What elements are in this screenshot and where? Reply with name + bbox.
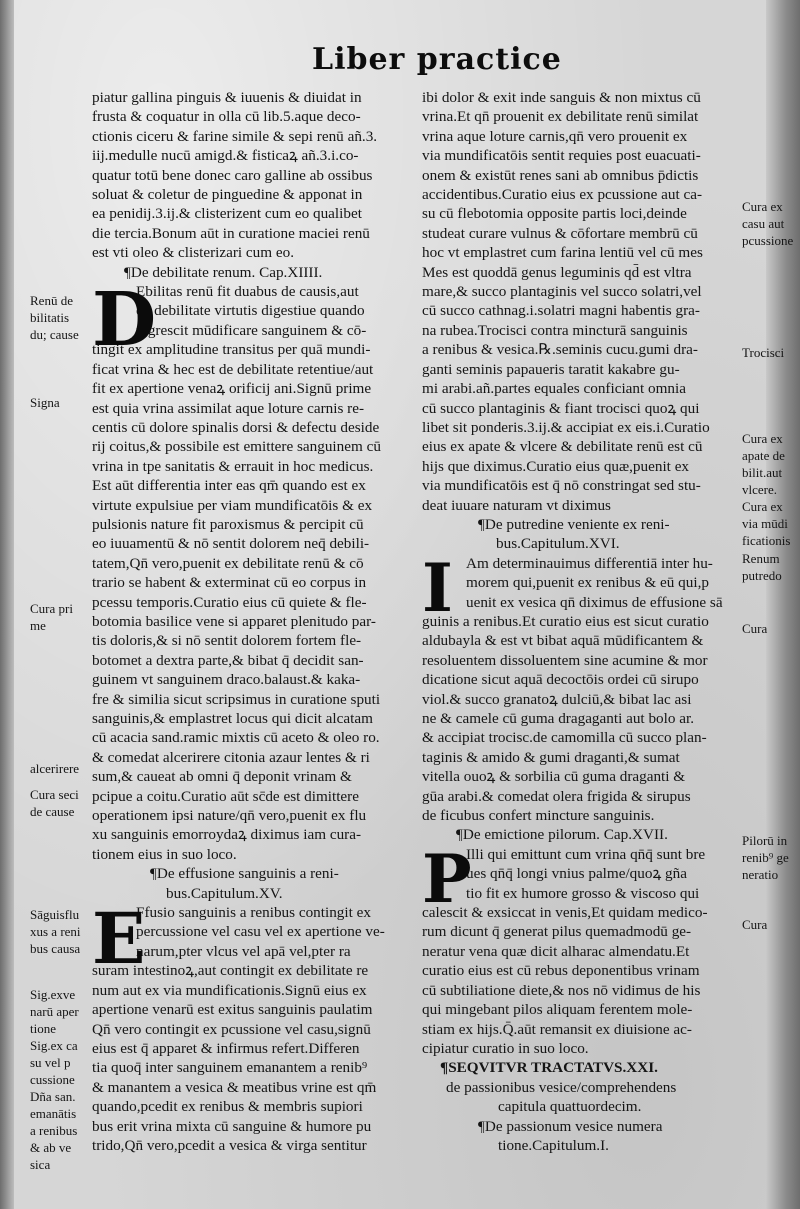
- margin-note-line: Cura seci: [30, 787, 79, 802]
- text-line: percussione vel casu vel ex apertione ve-: [136, 923, 385, 941]
- page-edge-shadow: [766, 0, 800, 1209]
- chapter-14-initial: D: [92, 277, 157, 364]
- margin-note-line: via mūdi: [742, 516, 788, 531]
- text-line: & accipiat trocisc.de camomilla cū succo plan-: [422, 729, 707, 747]
- text-line: qui mingebant pilos aliquam ferentem mole-: [422, 1001, 693, 1019]
- text-line: taginis & amido & gumi draganti,& sumat: [422, 748, 680, 766]
- text-line: de ficubus confert mincture sanguinis.: [422, 807, 655, 825]
- text-line: suram intestinoꝝ,aut contingit ex debilitate re: [92, 962, 369, 980]
- text-line: die tercia.Bonum aūt in curatione maciei renū: [92, 224, 370, 242]
- text-line: trario se habent & exterminat cū eo corpus in: [92, 574, 367, 592]
- text-line: bus erit vrina mixta cū sanguine & humore pu: [92, 1117, 372, 1135]
- text-line: fre & similia sicut scripsimus in curatione sputi: [92, 690, 381, 708]
- text-line: morem qui,puenit ex renibus & eū qui,p: [466, 574, 709, 592]
- margin-note-line: su vel p: [30, 1055, 71, 1070]
- margin-note-line: renib⁹ ge: [742, 850, 789, 865]
- text-line: botomia basilice vene si apparet plenitudo par-: [92, 612, 376, 630]
- margin-note-line: bilitatis: [30, 310, 69, 325]
- left-text-column: [92, 88, 412, 1155]
- text-line: fit ex apertione venaꝝ orificij ani.Signū prime: [92, 380, 372, 398]
- text-line: ganti seminis papaueris taratit kakabre gu-: [422, 360, 680, 378]
- text-line: hoc vt emplastret cum farina lentiū vel cū mes: [422, 244, 703, 262]
- text-line: eo iuuamentū & nō sentit dolorem neq̄ debili-: [92, 535, 370, 553]
- margin-note-line: pcussione: [742, 233, 794, 248]
- margin-note-line: Cura ex: [742, 499, 783, 514]
- text-line: tingit ex amplitudine transitus per quā mundi-: [92, 341, 371, 359]
- chapter-15-heading-line-1: ¶De effusione sanguinis a reni-: [150, 865, 339, 883]
- margin-note-trocisci: [742, 344, 796, 361]
- text-line: Mes est quoddā genus leguminis qd̄ est vltra: [422, 263, 692, 281]
- text-line: cū acacia sand.ramic mixtis cū aceto & oleo ro.: [92, 729, 380, 747]
- text-line: ficat vrina & hec est de debilitate retentiue/aut: [92, 360, 374, 378]
- text-line: ues qn̄q̄ longi vnius palme/quoꝝ gña: [466, 865, 687, 883]
- margin-note-cure-from-fall: [742, 198, 796, 249]
- text-line: Illi qui emittunt cum vrina qn̄q̄ sunt bre: [466, 845, 706, 863]
- text-line: rum dicunt q̄ generat pilus quemadmodū ge-: [422, 923, 692, 941]
- margin-note-line: de cause: [30, 804, 75, 819]
- margin-note-signs-of-opening: [30, 986, 92, 1173]
- text-line: a renibus & vesica.℞.seminis cucu.gumi dra-: [422, 341, 698, 359]
- text-line: neratur vena quæ dicit alharac almendatu.Et: [422, 942, 690, 960]
- text-line: tia quoq̄ inter sanguinem emanantem a renib⁹: [92, 1059, 368, 1077]
- text-line: vrina aque loture carnis,qn̄ vero prouenit ex: [422, 127, 688, 145]
- margin-note-signs: [30, 394, 92, 411]
- text-line: sanguinis,& emplastret locus qui dicit alcatam: [92, 710, 373, 727]
- text-line: & manantem a vesica & meatibus vrine est qm̄: [92, 1078, 377, 1096]
- text-line: xu sanguinis emorroydaꝝ diximus iam cura-: [92, 826, 362, 844]
- text-line: virtute expulsiue per viam mundificatōis & ex: [92, 496, 373, 514]
- margin-note-line: Cura ex: [742, 199, 783, 214]
- text-line: stiam ex hijs.Q̄.aūt remansit ex diuisione ac-: [422, 1020, 692, 1038]
- text-line: botomet a dextra parte,& bibat q̄ decidit san-: [92, 651, 364, 669]
- chapter-16-indented-lines: [422, 554, 740, 612]
- text-line: libet sit ponderis.3.ij.& accipiat ex eis.i.Curatio: [422, 418, 710, 436]
- text-line: trido,Qn̄ vero,pcedit a vesica & virga sentitur: [92, 1136, 367, 1154]
- text-line: dicatione sicut aquā decoctōis ordei cū sirupo: [422, 671, 699, 689]
- text-line: quatur totū bene donec caro galline ab ossibus: [92, 166, 373, 184]
- treatise-21-subtitle-line-2: capitula quattuordecim.: [498, 1098, 642, 1116]
- text-line: soluat & coletur de pinguedine & apponat in: [92, 186, 363, 204]
- text-line: vrina.Et qn̄ prouenit ex debilitate renū similat: [422, 108, 699, 126]
- text-line: cipiatur curatio in suo loco.: [422, 1039, 589, 1057]
- margin-note-line: me: [30, 618, 46, 633]
- text-line: quando,pcedit ex renibus & membris supiori: [92, 1098, 363, 1116]
- margin-note-line: narū aper: [30, 1004, 79, 1019]
- text-line: gūa arabi.& comedat olera frigida & sirupus: [422, 787, 691, 805]
- margin-note-line: sica: [30, 1157, 51, 1172]
- chapter-14-body: [92, 340, 412, 864]
- margin-note-line: Cura: [742, 917, 768, 932]
- text-line: ibi dolor & exit inde sanguis & non mixtus cū: [422, 89, 701, 106]
- text-line: pcessu temporis.Curatio eius cū quiete & fle-: [92, 593, 367, 611]
- text-line: aldubayla & est vt bibat aquā mūdificantem &: [422, 632, 704, 650]
- margin-note-line: Sig.exve: [30, 987, 76, 1002]
- margin-note-line: vlcere.: [742, 482, 778, 497]
- chapter-17-body: [422, 903, 740, 1058]
- margin-note-line: apate de: [742, 448, 785, 463]
- margin-note-line: emanātis: [30, 1106, 77, 1121]
- text-line: resoluentem dissoluentem sine acumine & mor: [422, 651, 708, 669]
- text-line: piatur gallina pinguis & iuuenis & diuidat in: [92, 89, 362, 106]
- margin-note-line: Pilorū in: [742, 833, 788, 848]
- text-line: Qn̄ vero contingit ex pcussione vel casu,signū: [92, 1020, 371, 1038]
- margin-note-line: Sāguisflu: [30, 907, 80, 922]
- right-text-column: [422, 88, 740, 1155]
- margin-note-line: alcerirere: [30, 761, 80, 776]
- text-line: ctionis ciceru & farine simile & sepi renū añ.3.: [92, 127, 378, 145]
- margin-note-line: putredo: [742, 568, 782, 583]
- treatise-21-subtitle-line-1: de passionibus vesice/comprehendens: [446, 1078, 677, 1096]
- text-line: narum,pter vlcus vel apā vel,pter ra: [136, 942, 351, 960]
- chapter-16-heading-line-2: bus.Capitulum.XVI.: [496, 535, 620, 553]
- chapter-15-initial: E: [92, 897, 146, 981]
- text-line: Ebilitas renū fit duabus de causis,aut: [136, 283, 359, 301]
- right-top-lines: [422, 88, 740, 515]
- chapter-17-heading: ¶De emictione pilorum. Cap.XVII.: [456, 826, 668, 844]
- margin-note-line: Renū de: [30, 293, 73, 308]
- margin-note-line: a renibus: [30, 1123, 78, 1138]
- margin-note-cure-16: [742, 620, 796, 637]
- margin-note-line: & ab ve: [30, 1140, 72, 1155]
- text-line: ea penidij.3.ij.& clisterizent cum eo qualibet: [92, 205, 362, 223]
- chapter-17-initial: P: [422, 839, 472, 918]
- text-line: guinem vt sanguinem draco.balaust.& kaka-: [92, 671, 361, 689]
- margin-note-blood-flux-causes: [30, 906, 92, 957]
- text-line: accidentibus.Curatio eius ex pcussione aut ca-: [422, 186, 703, 204]
- margin-note-line: Dña san.: [30, 1089, 76, 1104]
- margin-note-alcerirere: [30, 760, 92, 777]
- margin-note-line: casu aut: [742, 216, 785, 231]
- text-line: onem & existūt renes sani ab omnibus p̄dictis: [422, 166, 699, 184]
- margin-note-line: Sig.ex ca: [30, 1038, 78, 1053]
- margin-note-line: Trocisci: [742, 345, 785, 360]
- text-line: ne & camele cū guma dragaganti aut bolo ar.: [422, 710, 695, 727]
- margin-note-line: Cura pri: [30, 601, 73, 616]
- chapter-16-heading-line-1: ¶De putredine veniente ex reni-: [478, 515, 670, 533]
- text-line: tio fit ex humore grosso & viscoso qui: [466, 884, 700, 902]
- text-line: cū subtiliatione diete,& nos nō vidimus de his: [422, 981, 701, 999]
- text-line: mare,& succo plantaginis vel succo solatri,vel: [422, 283, 702, 301]
- page-gutter-shadow: [0, 0, 14, 1209]
- text-line: tis doloris,& si nō sentit dolorem fortem fle-: [92, 632, 362, 650]
- text-line: pcipue a coitu.Curatio aūt sc̄de est dimittere: [92, 787, 359, 805]
- margin-note-line: Cura ex: [742, 431, 783, 446]
- text-line: Ffusio sanguinis a renibus contingit ex: [136, 904, 371, 922]
- text-line: guinis a renibus.Et curatio eius est sicut curatio: [422, 612, 709, 630]
- text-line: hijs que diximus.Curatio eius quæ,puenit ex: [422, 457, 690, 475]
- text-line: est quia vrina assimilat aque loture carnis re-: [92, 399, 365, 417]
- margin-note-line: Signa: [30, 395, 60, 410]
- margin-note-kidney-weakness-causes: [30, 292, 92, 343]
- margin-note-second-cure: [30, 786, 92, 820]
- text-line: curatio eius est cū rebus deponentibus vrinam: [422, 962, 700, 980]
- chapter-15-body: [92, 961, 412, 1155]
- left-top-lines: [92, 88, 412, 263]
- text-line: rij coitus,& possibile est emittere sanguinem cū: [92, 438, 381, 456]
- running-head: Liber practice: [312, 42, 562, 77]
- text-line: cū succo cathnag.i.solatri magni habentis gra-: [422, 302, 700, 320]
- text-line: mi arabi.añ.partes equales conficiant omnia: [422, 380, 686, 398]
- text-line: iij.medulle nucū amigd.& fisticaꝝ añ.3.i.co-: [92, 147, 359, 165]
- margin-note-line: du; cause: [30, 327, 79, 342]
- text-line: num aut ex via mundificationis.Signū eius ex: [92, 981, 367, 999]
- margin-note-cure-17: [742, 916, 796, 933]
- text-line: na rubea.Trocisci contra mincturā sanguinis: [422, 321, 688, 339]
- chapter-16-body: [422, 612, 740, 825]
- text-line: est vti oleo & clisterizari cum eo.: [92, 244, 295, 262]
- chapter-16-initial: I: [422, 548, 453, 627]
- margin-note-line: cussione: [30, 1072, 75, 1087]
- text-line: deat iuuare naturam vt diximus: [422, 496, 611, 514]
- text-line: viol.& succo granatoꝝ dulciū,& bibat lac asi: [422, 690, 692, 708]
- margin-note-kidney-putrefaction: [742, 550, 796, 584]
- text-line: cū succo plantaginis & fiant trocisci quoꝝ qui: [422, 399, 700, 417]
- text-line: Est aūt differentia inter eas qm̄ quando est ex: [92, 477, 366, 495]
- chapter-14-heading: ¶De debilitate renum. Cap.XIIII.: [124, 263, 323, 281]
- chapter-1-heading-line-1: ¶De passionum vesice numera: [478, 1117, 663, 1135]
- text-line: tatem,Qn̄ vero,puenit ex debilitate renū & cō: [92, 554, 364, 572]
- margin-note-cure-ulcer: [742, 430, 796, 549]
- text-line: studeat curare vulnus & cōfortare membrū cū: [422, 224, 698, 242]
- text-line: vrina in tpe sanitatis & errauit in hoc medicus.: [92, 457, 374, 475]
- text-line: ex debilitate virtutis digestiue quando: [136, 302, 365, 320]
- margin-note-line: bilit.aut: [742, 465, 783, 480]
- margin-note-hair-generation: [742, 832, 796, 883]
- text-line: uenit ex vesica qn̄ diximus de effusione sā: [466, 593, 723, 611]
- text-line: via mundificatōis est q̄ nō constringat sed stu-: [422, 477, 701, 495]
- text-line: via mundificatōis sentit requies post euacuati-: [422, 147, 701, 165]
- margin-note-line: Renum: [742, 551, 780, 566]
- margin-note-line: xus a reni: [30, 924, 81, 939]
- margin-note-line: bus causa: [30, 941, 81, 956]
- text-line: eius ex apate & vlcere & debilitate renū est cū: [422, 438, 703, 456]
- text-line: su cū flebotomia opposite partis loci,deinde: [422, 205, 687, 223]
- text-line: vitella ouoꝝ & sorbilia cū guma draganti &: [422, 768, 686, 786]
- treatise-21-announcement: ¶SEQVITVR TRACTATVS.XXI.: [440, 1059, 658, 1077]
- text-line: tionem eius in suo loco.: [92, 845, 237, 863]
- text-line: operationem ipsi nature/qn̄ vero,puenit ex flu: [92, 807, 367, 825]
- margin-note-line: neratio: [742, 867, 779, 882]
- text-line: pulsionis nature fit paroxismus & percipit cū: [92, 515, 364, 533]
- text-line: centis cū dolore spinalis dorsi & defectu deside: [92, 418, 380, 436]
- margin-note-line: ficationis: [742, 533, 791, 548]
- margin-note-first-cure: [30, 600, 92, 634]
- text-line: & comedat alcerirere citonia azaur lentes & ri: [92, 748, 370, 766]
- text-line: eius est q̄ apparet & infirmus refert.Differen: [92, 1039, 360, 1057]
- chapter-15-heading-line-2: bus.Capitulum.XV.: [166, 884, 283, 902]
- text-line: frusta & coquatur in olla cū lib.5.aque deco-: [92, 108, 361, 126]
- margin-note-line: tione: [30, 1021, 56, 1036]
- chapter-1-heading-line-2: tione.Capitulum.I.: [498, 1136, 609, 1154]
- text-line: sum,& caueat ab omni q̄ deponit vrinam &: [92, 768, 352, 786]
- text-line: Am determinauimus differentiā inter hu-: [466, 554, 713, 572]
- text-line: apertione venarū est exitus sanguinis paulatim: [92, 1001, 373, 1019]
- text-line: calescit & exsiccat in venis,Et quidam medico-: [422, 904, 708, 922]
- margin-note-line: Cura: [742, 621, 768, 636]
- text-line: pigrescit mūdificare sanguinem & cō-: [136, 321, 367, 339]
